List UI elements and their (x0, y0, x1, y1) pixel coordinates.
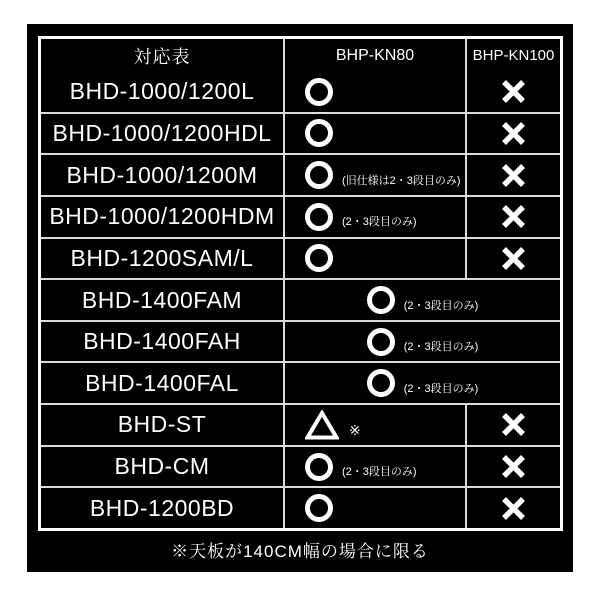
circle-mark-icon (305, 453, 333, 481)
kn80-cell (283, 405, 465, 445)
table-row (41, 361, 560, 403)
kn100-cell (465, 197, 560, 237)
kn80-cell (283, 239, 465, 279)
model-label: BHD-1400FAH (83, 328, 241, 355)
circle-mark-icon (305, 161, 333, 189)
table-row (41, 320, 560, 362)
kn80-cell (283, 447, 465, 487)
table-row (41, 486, 560, 528)
circle-mark-icon (305, 203, 333, 231)
model-cell (41, 322, 283, 362)
mark-note: (2・3段目のみ) (342, 216, 417, 229)
model-cell (41, 197, 283, 237)
model-cell (41, 488, 283, 528)
mark-note: (旧仕様は2・3段目のみ) (342, 174, 461, 187)
table-row (41, 72, 560, 112)
cross-mark-icon (500, 78, 527, 105)
model-label: BHD-1000/1200HDM (49, 203, 275, 230)
kn80-cell (283, 155, 465, 195)
table-row (41, 445, 560, 487)
mark-note: ※ (349, 422, 361, 439)
model-label: BHD-1200SAM/L (70, 244, 254, 271)
kn100-cell (465, 72, 560, 112)
circle-mark-icon (305, 78, 333, 106)
mark-note: (2・3段目のみ) (342, 466, 417, 479)
merged-cell (283, 280, 560, 320)
circle-mark-icon (305, 494, 333, 522)
mark-note: (2・3段目のみ) (403, 299, 479, 312)
model-cell (41, 114, 283, 154)
kn100-cell (465, 155, 560, 195)
model-cell (41, 447, 283, 487)
model-label: BHD-1000/1200L (69, 78, 255, 105)
kn80-cell (283, 72, 465, 112)
model-label: BHD-CM (114, 453, 210, 480)
cross-mark-icon (500, 203, 527, 230)
table-row (41, 112, 560, 154)
model-cell (41, 405, 283, 445)
model-cell (41, 72, 283, 112)
cross-mark-icon (500, 411, 527, 438)
circle-mark-icon (367, 286, 395, 314)
table-title: 対応表 (133, 46, 191, 67)
mark-note: (2・3段目のみ) (403, 382, 479, 395)
kn100-cell (465, 447, 560, 487)
circle-mark-icon (367, 328, 395, 356)
circle-mark-icon (367, 369, 395, 397)
merged-cell (283, 322, 560, 362)
table-row (41, 278, 560, 320)
cross-mark-icon (500, 495, 527, 522)
cross-mark-icon (500, 453, 527, 480)
model-label: BHD-1000/1200HDL (52, 119, 272, 146)
merged-cell (283, 363, 560, 403)
kn80-cell (283, 114, 465, 154)
kn80-cell (283, 488, 465, 528)
model-label: BHD-1400FAM (81, 286, 243, 313)
header-row (41, 39, 560, 72)
footnote: ※天板が140CM幅の場合に限る (171, 542, 429, 561)
table-row (41, 237, 560, 279)
black-panel (27, 24, 573, 572)
column-header-bhp-kn80: BHP-KN80 (283, 39, 465, 72)
kn80-cell (283, 197, 465, 237)
kn100-cell (465, 114, 560, 154)
model-label: BHD-1200BD (89, 494, 235, 521)
cross-mark-icon (500, 120, 527, 147)
column-header-bhp-kn100: BHP-KN100 (465, 39, 560, 72)
table-row (41, 403, 560, 445)
model-cell (41, 280, 283, 320)
model-label: BHD-1000/1200M (66, 161, 258, 188)
table-row (41, 153, 560, 195)
model-cell (41, 155, 283, 195)
cross-mark-icon (500, 245, 527, 272)
circle-mark-icon (305, 244, 333, 272)
model-label: BHD-1400FAL (85, 369, 239, 396)
compatibility-table (38, 36, 563, 531)
kn100-cell (465, 488, 560, 528)
triangle-mark-icon (305, 410, 339, 440)
kn100-cell (465, 405, 560, 445)
model-label: BHD-ST (117, 411, 207, 438)
circle-mark-icon (305, 119, 333, 147)
model-cell (41, 363, 283, 403)
mark-note: (2・3段目のみ) (403, 341, 479, 354)
table-row (41, 195, 560, 237)
model-cell (41, 239, 283, 279)
kn100-cell (465, 239, 560, 279)
cross-mark-icon (500, 162, 527, 189)
